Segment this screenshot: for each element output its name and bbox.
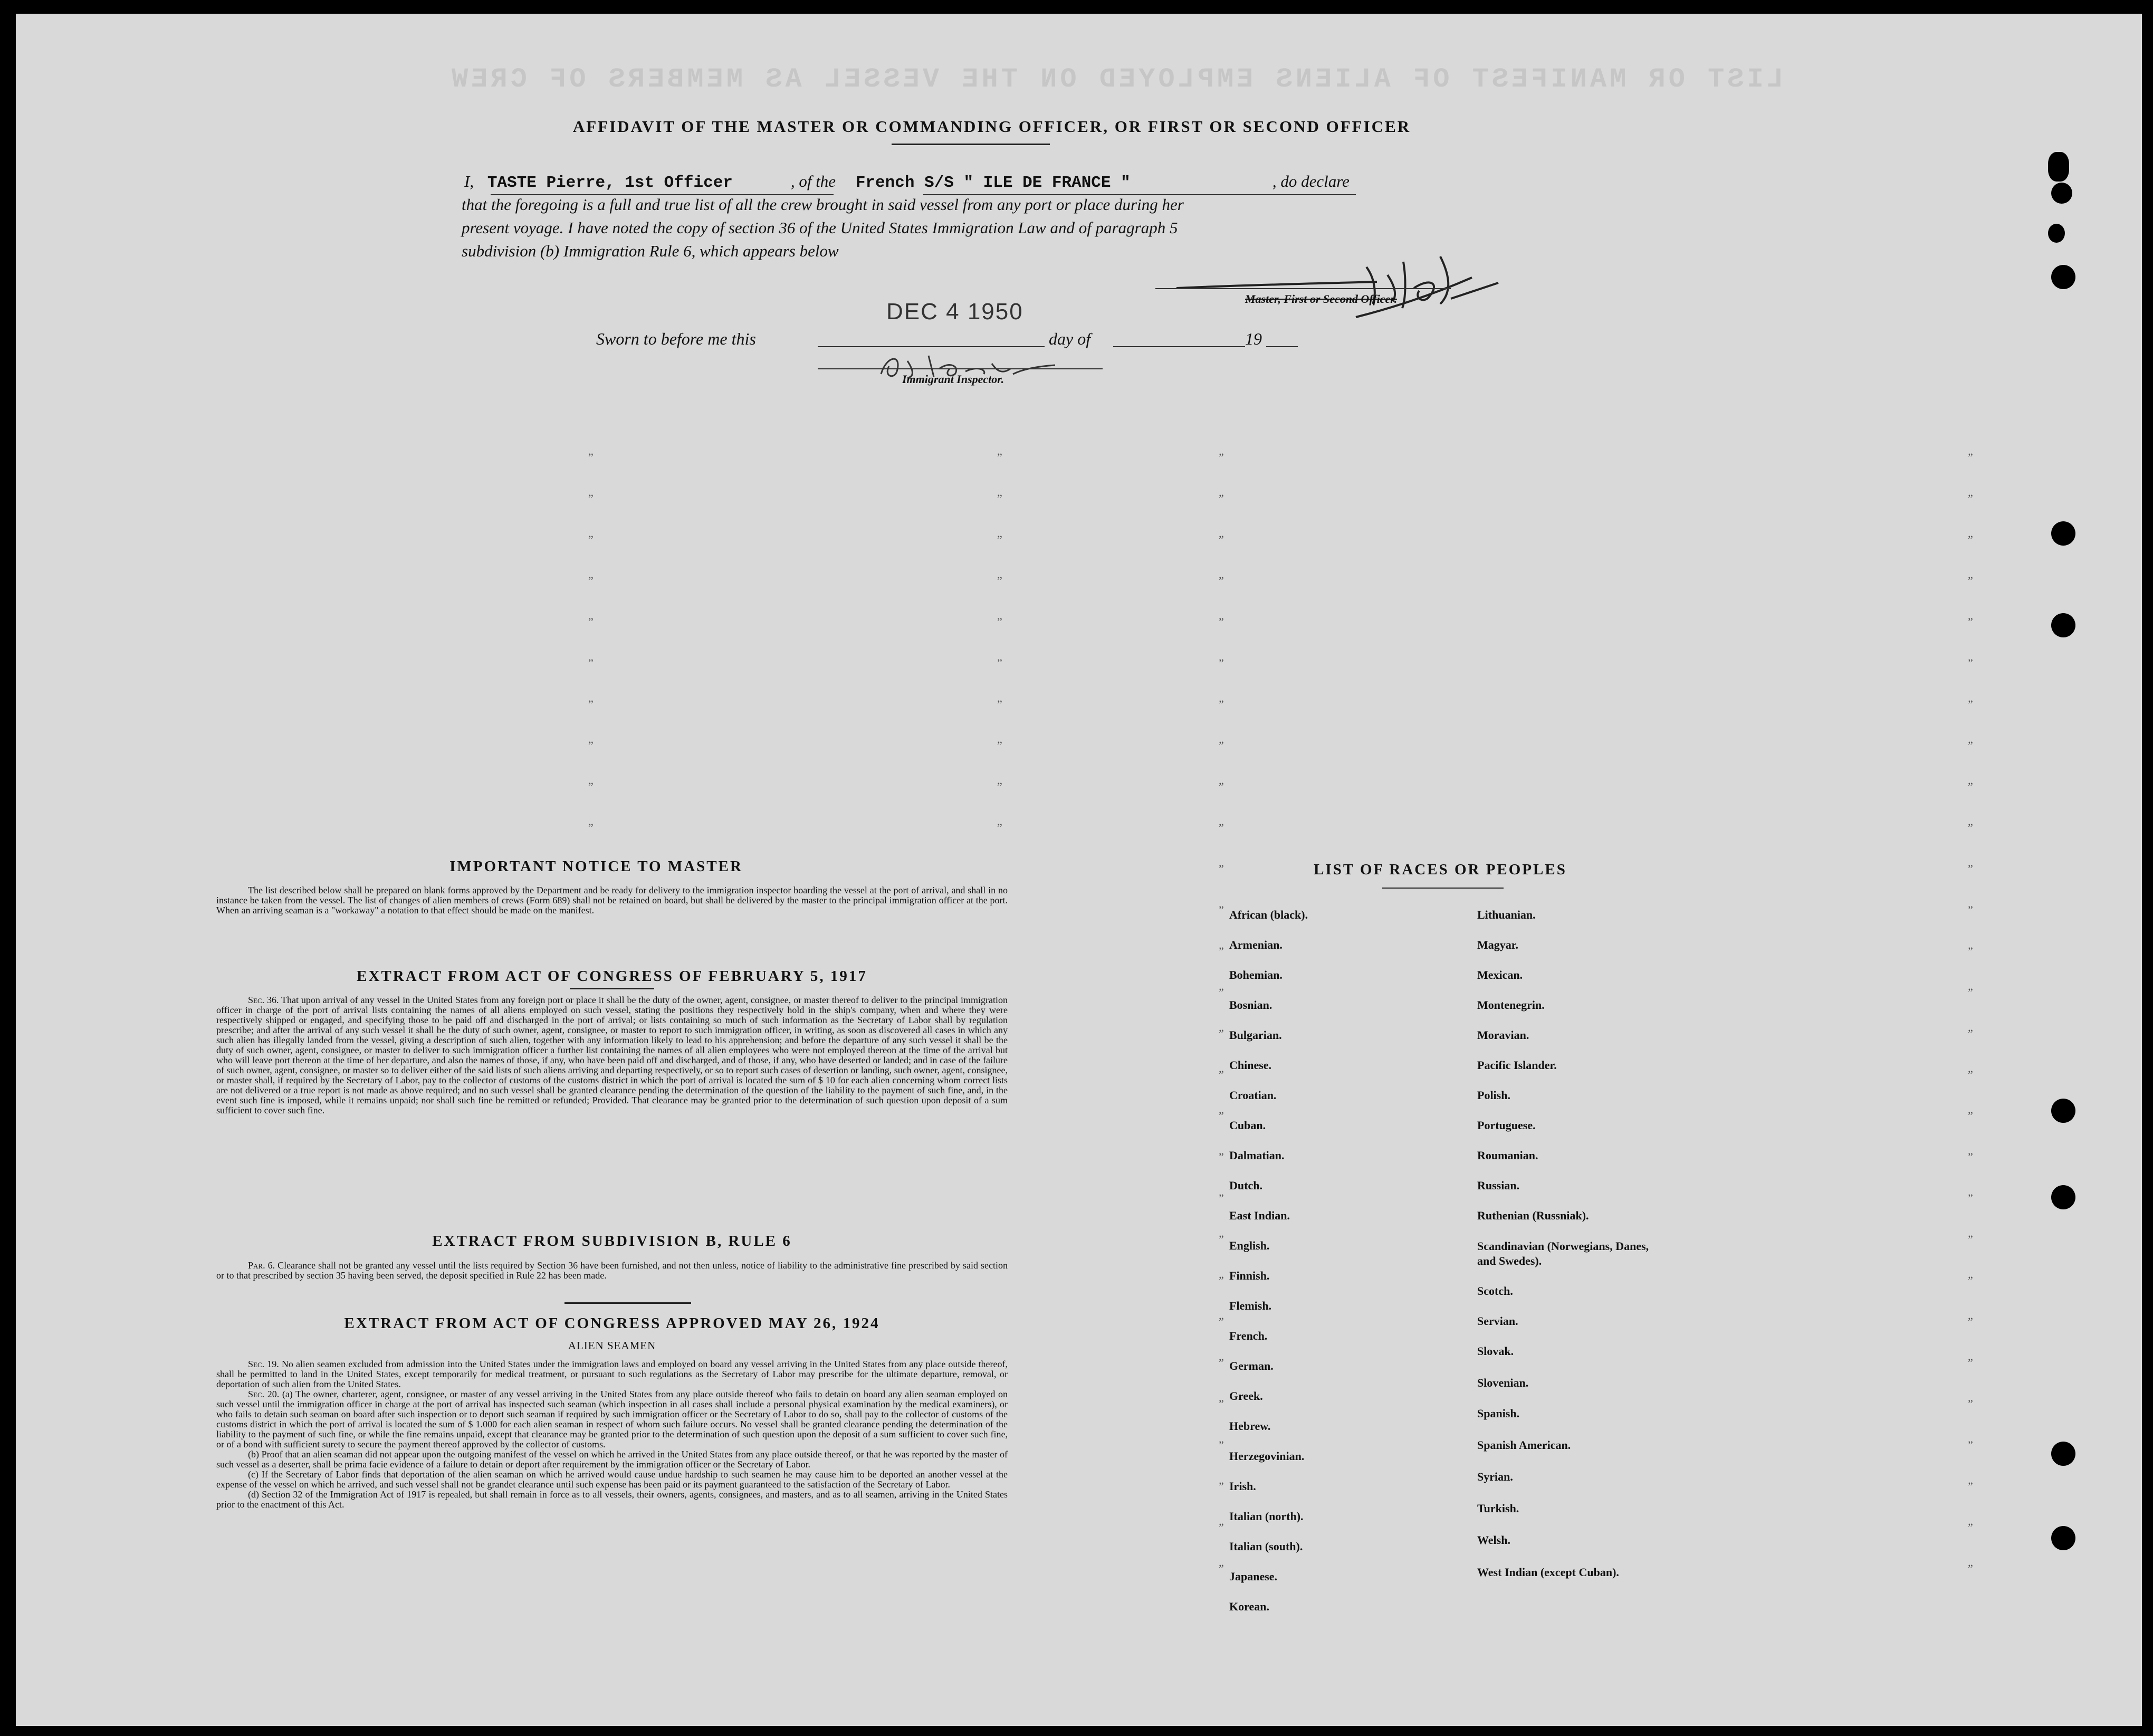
race-left-item: Herzegovinian. xyxy=(1229,1449,1305,1463)
sec-20a-paragraph: Sec. 20. (a) The owner, charterer, agent, consignee, or master of any vessel arriving in the United States from any place outside thereof who fails to detain on board any alien seaman employed on such vessel until the immigration officer in charge at the port of arrival has inspected such seaman (which inspection in all cases shall include a personal physical examination by the medical examiners), or who fails to detain such seaman on board after such inspection or to deport such seaman if required by such immigration officer or the Secretary of Labor to do so, shall pay to the collector of customs of the customs district in which the port of arrival is located the sum of $ 1.000 for each alien seaman in respect of whom such failure occurs. No vessel shall be granted clearance pending the determination of the liability to the payment of such fine, or while the fine remains unpaid, except that clearance may be granted prior to the determination of such question upon the deposit of a sum sufficient to cover such fine, or of a bond with sufficient surety to secure the payment thereof approved by the collector of customs. xyxy=(216,1389,1008,1449)
affidavit-line4: subdivision (b) Immigration Rule 6, which appears below xyxy=(462,242,839,260)
race-left-item: Finnish. xyxy=(1229,1269,1270,1282)
race-right-item: Welsh. xyxy=(1477,1533,1510,1547)
officer-caption: Master, First or Second Officer. xyxy=(1245,292,1398,306)
bleed-marks-far-right: „ „ „ „ „ „ „ „ „ „ „ „ „ „ „ „ „ „ „ „ „ „ „ „ „ „ „ „ xyxy=(1968,444,1973,1569)
sec-20d-paragraph: (d) Section 32 of the Immigration Act of 1917 is repealed, but shall remain in force as to all vessels, their owners, agents, consignees, and masters, and as to all seamen, arriving in the United States prior to the enactment of this Act. xyxy=(216,1489,1008,1510)
punch-hole xyxy=(2048,224,2065,243)
race-left-item: Armenian. xyxy=(1229,938,1283,951)
race-right-item: Portuguese. xyxy=(1477,1119,1536,1132)
race-right-item: Polish. xyxy=(1477,1089,1510,1102)
race-left-item: Italian (south). xyxy=(1229,1540,1303,1553)
document-page xyxy=(16,14,2142,1726)
affidavit-title-rule xyxy=(892,144,1050,145)
extract-1924-text xyxy=(216,1359,1008,1510)
month-line xyxy=(1113,346,1245,347)
race-right-item: Scotch. xyxy=(1477,1284,1513,1298)
races-title: LIST OF RACES OR PEOPLES xyxy=(1314,861,1567,878)
race-right-item: Servian. xyxy=(1477,1314,1518,1328)
race-right-item: Ruthenian (Russniak). xyxy=(1477,1209,1589,1222)
punch-hole xyxy=(2051,265,2075,289)
punch-hole xyxy=(2051,613,2075,637)
punch-hole xyxy=(2051,183,2072,204)
punch-hole xyxy=(2051,521,2075,546)
sec-19-paragraph: Sec. 19. No alien seamen excluded from admission into the United States under the immigration laws and employed on board any vessel arriving in the United States from any place outside thereof, shall be permitted to land in the United States, except temporarily for medical treatment, or pursuant to such regulations as the Secretary of Labor may prescribe for the ultimate departure, removal, or deportation of such alien from the United States. xyxy=(216,1359,1008,1389)
sec-20c-paragraph: (c) If the Secretary of Labor finds that deportation of the alien seaman on which he arrived would cause undue hardship to such seamen he may cause him to be deported an another vessel at the expense of the vessel on which he arrived, and such vessel shall not be grandet clearance until such expense has been paid or its payment guaranteed to the satisfaction of the Secretary of Labor. xyxy=(216,1469,1008,1490)
race-left-item: Greek. xyxy=(1229,1389,1263,1403)
race-right-item: Roumanian. xyxy=(1477,1149,1538,1162)
bleed-through-header: LIST OR MANIFEST OF ALIENS EMPLOYED ON THE VESSEL AS MEMBERS OF CREW xyxy=(448,64,1783,95)
race-left-item: Flemish. xyxy=(1229,1299,1272,1312)
race-right-item: West Indian (except Cuban). xyxy=(1477,1566,1619,1579)
year-prefix: 19 xyxy=(1245,329,1262,348)
race-left-item: Japanese. xyxy=(1229,1570,1278,1583)
sworn-text: Sworn to before me this xyxy=(596,329,756,348)
race-left-item: French. xyxy=(1229,1329,1268,1342)
notice-text: The list described below shall be prepared on blank forms approved by the Department and be ready for delivery to the immigration inspector boarding the vessel at the port of arrival, and shall in no instance be taken from the vessel. The list of changes of alien members of crews (Form 689) shall not be retained on board, but shall be delivered by the master to the principal immigration officer at the port. When an arriving seaman is a "workaway" a notation to that effect should be made on the manifest. xyxy=(216,885,1008,915)
race-right-item: Magyar. xyxy=(1477,938,1519,951)
year-line xyxy=(1266,346,1298,347)
race-right-item: Montenegrin. xyxy=(1477,998,1545,1012)
punch-hole xyxy=(2051,1099,2075,1123)
race-left-item: Korean. xyxy=(1229,1600,1269,1613)
race-left-item: Bosnian. xyxy=(1229,998,1272,1012)
extract-1924-title: EXTRACT FROM ACT OF CONGRESS APPROVED MAY 26, 1924 xyxy=(344,1315,880,1332)
punch-hole xyxy=(2051,1442,2075,1466)
race-left-item: Dutch. xyxy=(1229,1179,1262,1192)
bleed-marks-left: „ „ „ „ „ „ „ „ „ „ xyxy=(588,444,594,828)
race-right-item: Lithuanian. xyxy=(1477,908,1536,921)
race-right-item: Moravian. xyxy=(1477,1028,1529,1042)
affidavit-title: AFFIDAVIT OF THE MASTER OR COMMANDING OFFICER, OR FIRST OR SECOND OFFICER xyxy=(572,117,1411,136)
races-title-rule xyxy=(1382,888,1504,889)
subdivision-text: Par. 6. Clearance shall not be granted any vessel until the lists required by Section 36 have been furnished, and not then unless, notice of liability to the administrative fine prescribed by said section or to that prescribed by section 35 having been served, the deposit specified in Rule 22 has been made. xyxy=(216,1260,1008,1281)
affidavit-line3: present voyage. I have noted the copy of section 36 of the United States Immigration Law and of paragraph 5 xyxy=(462,218,1178,237)
inspector-line xyxy=(818,368,1103,369)
extract-1924-subtitle: ALIEN SEAMEN xyxy=(568,1339,656,1352)
sec-20b-paragraph: (b) Proof that an alien seaman did not appear upon the outgoing manifest of the vessel on which he arrived in the United States from any place outside thereof, or that he was reported by the master of such vessel as a deserter, shall be prima facie evidence of a failure to detain or deport after requirement by the immigration officer or the Secretary of Labor. xyxy=(216,1449,1008,1470)
race-left-item: African (black). xyxy=(1229,908,1308,921)
race-right-item: Mexican. xyxy=(1477,968,1523,981)
race-right-item: Spanish American. xyxy=(1477,1438,1571,1452)
race-left-item: Italian (north). xyxy=(1229,1510,1304,1523)
race-right-item: Syrian. xyxy=(1477,1470,1513,1483)
punch-hole xyxy=(2048,152,2069,182)
subdivision-title: EXTRACT FROM SUBDIVISION B, RULE 6 xyxy=(432,1233,792,1249)
of-the-text: , of the xyxy=(790,172,836,190)
race-left-item: Croatian. xyxy=(1229,1089,1277,1102)
race-right-item: Slovenian. xyxy=(1477,1376,1529,1389)
race-left-item: Chinese. xyxy=(1229,1058,1272,1072)
race-right-item: Russian. xyxy=(1477,1179,1520,1192)
race-left-item: Irish. xyxy=(1229,1480,1256,1493)
subdivision-rule xyxy=(564,1302,691,1304)
date-stamp: DEC 4 1950 xyxy=(886,299,1023,325)
race-right-item: Slovak. xyxy=(1477,1344,1514,1358)
race-left-item: Bohemian. xyxy=(1229,968,1283,981)
extract-1917-rule xyxy=(570,988,654,989)
race-right-item: Turkish. xyxy=(1477,1502,1519,1515)
day-of-text: day of xyxy=(1049,329,1091,348)
affidavit-i: I, xyxy=(464,172,474,190)
extract-1917-text: Sec. 36. That upon arrival of any vessel in the United States from any foreign port or place it shall be the duty of the owner, agent, consignee, or master thereof to deliver to the principal immigration officer in charge of the port of arrival lists containing the names of all aliens employed on such vessel, stating the positions they respectively hold in the ship's company, when and where they were respectively shipped or engaged, and specifying those to be paid off and discharged in the port of arrival; or lists containing so much of such information as the Secretary of Labor shall by regulation prescribe; and after the arrival of any such vessel it shall be the duty of such owner, agent, consignee, or master to report to such immigration officer, in writing, as soon as discovered all cases in which any such alien has illegally landed from the vessel, giving a description of such alien, together with any information likely to lead to his apprehension; and before the departure of any such vessel it shall be the duty of such owner, agent, consignee, or master to deliver to such immigration officer a further list containing the names of all alien employees who were not employed thereon at the time of the arrival but who will leave port thereon at the time of her departure, and also the names of those, if any, who have been paid off and discharged, and of those, if any, who have deserted or landed; and in case of the failure of such owner, agent, consignee, or master so to deliver either of the said lists of such aliens arriving and departing respectively, or so to report such cases of desertion or landing, such owner, agent, consignee, or master shall, if required by the Secretary of Labor, pay to the collector of customs of the customs district in which the port of arrival is located the sum of $ 10 for each alien concerning whom correct lists are not delivered or a true report is not made as above required; and no such vessel shall be granted clearance pending the determination of the question of the liability to the payment of such fine, and, in the event such fine is imposed, while it remains unpaid; nor shall such fine be remitted or refunded; Provided. That clearance may be granted prior to the determination of such question upon deposit of a sum sufficient to cover such fine. xyxy=(216,995,1008,1115)
notice-title: IMPORTANT NOTICE TO MASTER xyxy=(449,858,743,875)
extract-1917-title: EXTRACT FROM ACT OF CONGRESS OF FEBRUARY 5, 1917 xyxy=(357,968,867,985)
affidavit-line1 xyxy=(464,172,1467,192)
race-right-item: Spanish. xyxy=(1477,1407,1520,1420)
do-declare-text: , do declare xyxy=(1272,172,1350,190)
race-left-item: Bulgarian. xyxy=(1229,1028,1282,1042)
race-left-item: East Indian. xyxy=(1229,1209,1290,1222)
inspector-caption: Immigrant Inspector. xyxy=(902,373,1004,386)
race-left-item: Dalmatian. xyxy=(1229,1149,1285,1162)
officer-signature xyxy=(1166,246,1504,325)
punch-hole xyxy=(2051,1526,2075,1550)
bleed-marks-right: „ „ „ „ „ „ „ „ „ „ „ „ „ „ „ „ „ „ „ „ „ „ „ „ „ „ „ „ xyxy=(1219,444,1224,1569)
race-left-item: Cuban. xyxy=(1229,1119,1266,1132)
race-right-item: Pacific Islander. xyxy=(1477,1058,1557,1072)
officer-name-typed: TASTE Pierre, 1st Officer xyxy=(487,174,733,192)
bleed-marks-middle: „ „ „ „ „ „ „ „ „ „ xyxy=(997,444,1002,828)
race-left-item: German. xyxy=(1229,1359,1274,1372)
affidavit-line2: that the foregoing is a full and true list of all the crew brought in said vessel from any port or place during her xyxy=(462,195,1184,214)
race-right-item: Scandinavian (Norwegians, Danes, and Swedes). xyxy=(1477,1239,1649,1267)
race-left-item: Hebrew. xyxy=(1229,1419,1271,1433)
punch-hole xyxy=(2051,1185,2075,1209)
vessel-name-typed: French S/S " ILE DE FRANCE " xyxy=(855,174,1131,192)
race-left-item: English. xyxy=(1229,1239,1270,1252)
officer-signature-line xyxy=(1155,288,1451,289)
